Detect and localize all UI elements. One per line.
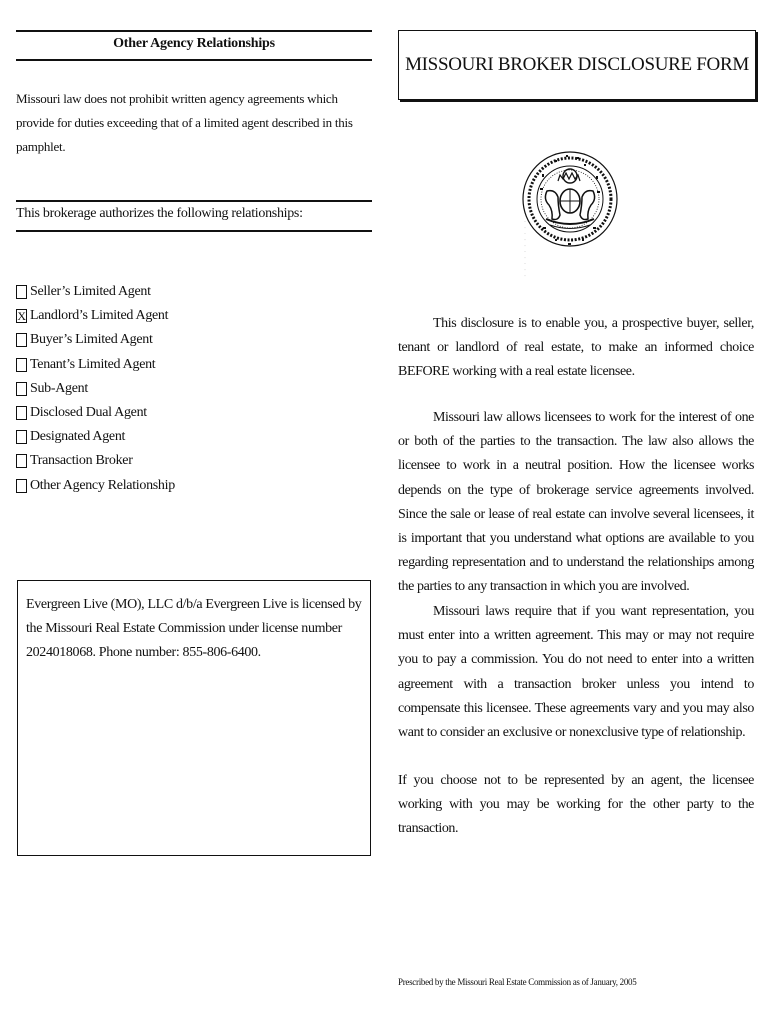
license-statement: Evergreen Live (MO), LLC d/b/a Evergreen Live is licensed by the Missouri Real Estate Commission under license number 2024018068. Phone number: 855-806-6400. <box>26 597 362 660</box>
authorizes-label: This brokerage authorizes the following relationships: <box>16 206 303 221</box>
checkbox[interactable] <box>16 333 27 347</box>
checkbox[interactable] <box>16 479 27 493</box>
checkbox[interactable] <box>16 454 27 468</box>
missouri-seal-icon <box>520 133 620 283</box>
paragraph-purpose: This disclosure is to enable you, a prospective buyer, seller, tenant or landlord of real estate, to make an informed choice BEFORE working with a real estate licensee. <box>398 316 754 380</box>
authorizes-top-rule <box>16 200 372 202</box>
paragraph-written-agreement: Missouri laws require that if you want representation, you must enter into a written agreement. This may or may not require you to pay a commission. You do not need to enter into a written agreement with a transaction broker unless you intend to compensate this licensee. These agreements vary and you may also want to consider an exclusive or nonexclusive type of relationship. <box>398 604 754 741</box>
checkbox-item[interactable] <box>16 377 175 401</box>
checkbox-item[interactable] <box>16 449 175 473</box>
checkbox[interactable] <box>16 382 27 396</box>
heading-top-rule <box>16 30 372 32</box>
checkbox[interactable] <box>16 358 27 372</box>
section-heading: Other Agency Relationships <box>113 36 275 51</box>
heading-bottom-rule <box>16 59 372 61</box>
checkbox-item[interactable] <box>16 474 175 498</box>
checkbox-label: Seller’s Limited Agent <box>30 284 151 300</box>
footer-note: Prescribed by the Missouri Real Estate Commission as of January, 2005 <box>398 977 637 987</box>
checkbox-label: Buyer’s Limited Agent <box>30 332 153 348</box>
checkbox-label: Landlord’s Limited Agent <box>30 308 169 324</box>
paragraph-no-representation: If you choose not to be represented by an agent, the licensee working with you may be working for the other party to the transaction. <box>398 773 754 837</box>
checkbox-item[interactable] <box>16 353 175 377</box>
form-title: MISSOURI BROKER DISCLOSURE FORM <box>405 54 749 75</box>
checkbox-label: Other Agency Relationship <box>30 477 175 493</box>
checkbox-item[interactable] <box>16 425 175 449</box>
checkbox-item[interactable] <box>16 280 175 304</box>
authorizes-bottom-rule <box>16 230 372 232</box>
checkbox-item[interactable] <box>16 304 175 328</box>
checkbox-label: Sub-Agent <box>30 380 88 396</box>
checkbox[interactable] <box>16 285 27 299</box>
checkbox-label: Transaction Broker <box>30 453 133 469</box>
checkbox[interactable] <box>16 406 27 420</box>
intro-paragraph: Missouri law does not prohibit written agency agreements which provide for duties exceeding that of a limited agent described in this pamphlet. <box>16 91 353 154</box>
checkbox-item[interactable] <box>16 328 175 352</box>
checkbox[interactable]: X <box>17 309 26 324</box>
relationship-checklist <box>16 280 175 498</box>
license-box <box>17 580 371 856</box>
checkbox[interactable] <box>16 430 27 444</box>
form-title-box <box>398 30 756 100</box>
paragraph-agency-law: Missouri law allows licensees to work for the interest of one or both of the parties to the transaction. The law also allows the licensee to work in a neutral position. How the licensee works depends on the type of brokerage service agreements involved. Since the sale or lease of real estate can involve several licensees, it is important that you understand what options are available to you regarding representation and to understand the relationships among the parties to any transaction in which you are involved. <box>398 410 754 595</box>
checkbox-item[interactable] <box>16 401 175 425</box>
checkbox-label: Tenant’s Limited Agent <box>30 356 156 372</box>
checkbox-label: Disclosed Dual Agent <box>30 405 147 421</box>
checkbox-label: Designated Agent <box>30 429 126 445</box>
